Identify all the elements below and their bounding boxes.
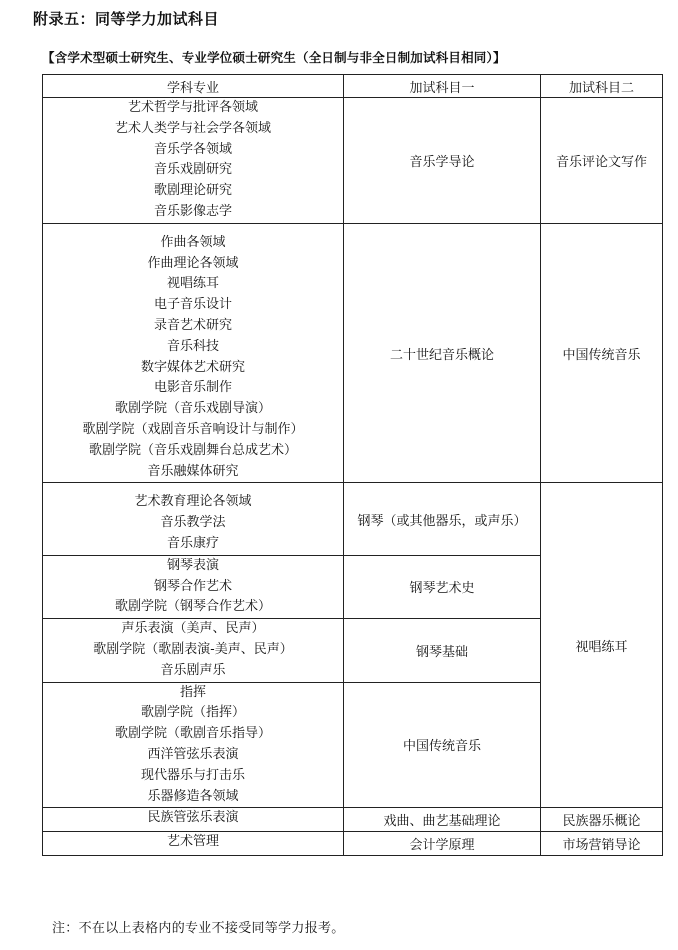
major-item: 音乐科技 [166,338,219,354]
subject1-cell: 音乐学导论 [344,98,541,224]
major-list [43,619,344,682]
subject2-cell: 民族器乐概论 [541,808,663,832]
major-item: 歌剧学院（音乐戏剧舞台总成艺术） [88,442,297,458]
major-item: 指挥 [179,684,206,700]
subject1-cell: 戏曲、曲艺基础理论 [344,808,541,832]
major-item: 数字媒体艺术研究 [140,359,245,375]
subject1-cell: 会计学原理 [344,832,541,856]
major-item: 音乐影像志学 [153,203,232,219]
subject1-cell: 二十世纪音乐概论 [344,223,541,483]
major-item: 作曲各领域 [160,234,226,250]
table-row [43,483,663,555]
major-item: 音乐学各领域 [153,141,232,157]
major-item: 艺术教育理论各领域 [134,494,252,510]
subject1-cell: 中国传统音乐 [344,682,541,808]
major-item: 歌剧学院（音乐戏剧导演） [114,401,271,417]
major-item: 艺术人类学与社会学各领域 [114,120,271,136]
table-row [43,832,663,856]
major-item: 录音艺术研究 [153,317,232,333]
major-list [43,483,344,555]
subject1-cell: 钢琴艺术史 [344,555,541,618]
major-list [43,98,344,224]
subject2-cell: 音乐评论文写作 [541,98,663,224]
major-item: 音乐融媒体研究 [147,463,239,479]
major-item: 钢琴合作艺术 [153,578,232,594]
table-row [43,808,663,832]
footnote: 注：不在以上表格内的专业不接受同等学力报考。 [52,921,345,936]
shared-subject2-cell: 视唱练耳 [541,483,663,808]
major-item: 歌剧学院（钢琴合作艺术） [114,599,271,615]
page-title: 附录五：同等学力加试科目 [33,10,220,28]
subject2-cell: 市场营销导论 [541,832,663,856]
header-subject2: 加试科目二 [541,75,663,98]
major-item: 音乐康疗 [166,535,219,551]
subject2-cell: 中国传统音乐 [541,223,663,483]
subject1-cell: 钢琴基础 [344,619,541,682]
major-list [43,682,344,808]
table-subtitle: 【含学术型硕士研究生、专业学位硕士研究生（全日制与非全日制加试科目相同）】 [42,50,506,65]
major-item: 电子音乐设计 [153,297,232,313]
table-header-row [43,75,663,98]
major-item: 音乐剧声乐 [160,662,226,678]
major-item: 音乐戏剧研究 [153,162,232,178]
major-item: 作曲理论各领域 [147,255,239,271]
major-item: 歌剧学院（歌剧表演-美声、民声） [93,641,293,657]
major-item: 钢琴表演 [166,557,219,573]
major-item: 歌剧理论研究 [153,183,232,199]
major-item: 音乐教学法 [160,515,226,531]
major-item: 民族管弦乐表演 [147,810,239,826]
major-item: 歌剧学院（戏剧音乐音响设计与制作） [82,421,304,437]
major-item: 歌剧学院（指挥） [140,705,245,721]
subjects-table [42,74,663,856]
header-major: 学科专业 [43,75,344,98]
major-item: 声乐表演（美声、民声） [121,621,265,637]
major-item: 歌剧学院（歌剧音乐指导） [114,726,271,742]
header-subject1: 加试科目一 [344,75,541,98]
major-item: 艺术管理 [166,834,219,850]
table-row [43,223,663,483]
major-list [43,223,344,483]
major-list [43,832,344,856]
major-item: 视唱练耳 [166,276,219,292]
major-item: 艺术哲学与批评各领域 [127,100,258,115]
major-item: 现代器乐与打击乐 [140,767,245,783]
major-item: 乐器修造各领域 [147,788,239,804]
major-list [43,808,344,832]
major-item: 西洋管弦乐表演 [147,746,239,762]
table-row [43,98,663,224]
major-list [43,555,344,618]
major-item: 电影音乐制作 [153,380,232,396]
subject1-cell: 钢琴（或其他器乐，或声乐） [344,483,541,555]
